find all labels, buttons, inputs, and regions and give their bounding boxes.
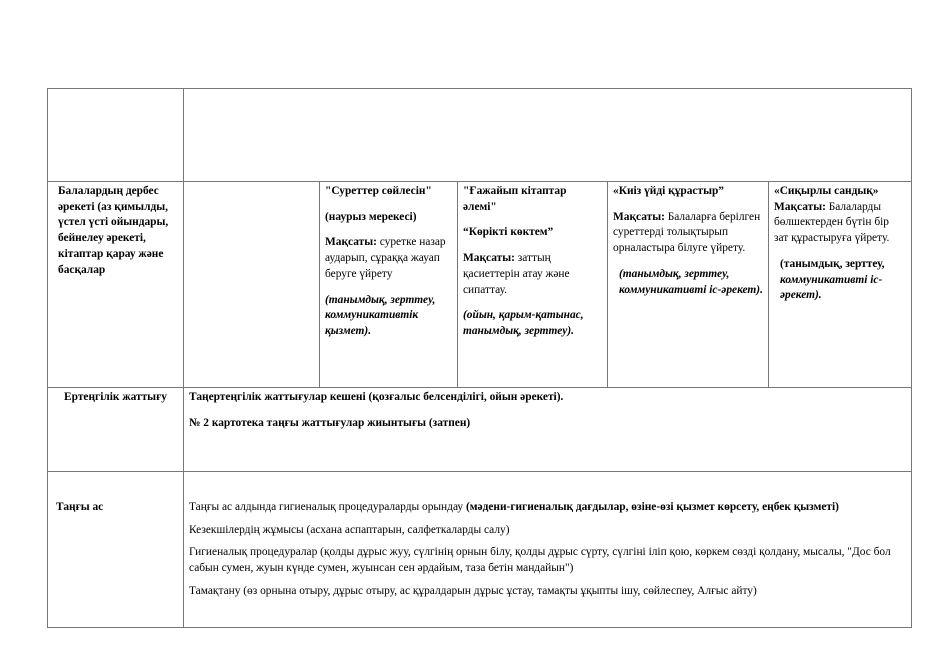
breakfast-cell xyxy=(184,498,911,626)
activity-tags-plain: (танымдық, зерттеу, xyxy=(780,257,885,270)
activity-cell-4 xyxy=(769,182,911,387)
breakfast-text-3: Гигиеналық процедуралар (қолды дұрыс жуу, сүлгінің орнын білу, қолды дұрыс сүрту, сүлгіні іліп қою, көркем сөзді қолдану, мысалы, "Дос бол сабын сумен, жуын күнде сумен, жуынсан сен әрдайым, таза бетін мандайын") xyxy=(189,546,891,575)
table-border-right xyxy=(911,88,912,628)
activity-cell-2 xyxy=(458,182,607,387)
exercise-line-1: Таңертеңгілік жаттығулар кешені (қозғалыс белсенділігі, ойын әрекеті). xyxy=(189,391,564,403)
activity-cell-1 xyxy=(320,182,457,387)
activity-tags: (ойын, қарым-қатынас, танымдық, зерттеу). xyxy=(463,309,584,338)
activity-title: «Сиқырлы сандық» xyxy=(774,185,879,197)
goal-text: Балаларды бөлшектерден бүтін бір зат құрастыруға үйрету. xyxy=(774,200,890,245)
goal-text: Балаларға берілген суреттерді толықтырып орналастыра білуге үйрету. xyxy=(613,210,761,255)
row-label-breakfast xyxy=(48,498,183,538)
goal-text: заттың қасиеттерін атау және сипаттау. xyxy=(463,252,570,296)
activity-cell-3 xyxy=(608,182,768,387)
row-label-text: Ертеңгілік жаттығу xyxy=(64,391,167,403)
exercise-cell xyxy=(184,388,911,471)
row-label-text: Таңғы ас xyxy=(56,501,104,513)
activity-tags: (танымдық, зерттеу, коммуникативті іс-әрекет). xyxy=(619,267,763,296)
activity-subtitle: (наурыз мерекесі) xyxy=(325,210,417,223)
goal-label: Мақсаты: xyxy=(774,200,826,213)
activity-title: "Ғажайып кітаптар әлемі" xyxy=(463,185,567,213)
row-label-independent-activity xyxy=(48,182,183,387)
breakfast-text-1: Таңғы ас алдында гигиеналық процедураларды орындау xyxy=(189,501,466,513)
breakfast-text-1-bold: (мәдени-гигиеналық дағдылар, өзіне-өзі қызмет көрсету, еңбек қызметі) xyxy=(465,501,839,513)
row-label-morning-exercise xyxy=(48,388,183,471)
row-label-text: Балалардың дербес әрекеті (аз қимылды, үстел үсті ойындары, бейнелеу әрекеті, кітаптар қарау және басқалар xyxy=(58,185,169,276)
activity-tags: коммуникативті іс-әрекет). xyxy=(780,273,883,302)
table-border-top xyxy=(47,88,912,89)
activity-title: "Суреттер сөйлесін" xyxy=(325,185,432,197)
row-divider xyxy=(47,471,912,472)
breakfast-text-2: Кезекшілердің жұмысы (асхана аспаптарын, салфеткаларды салу) xyxy=(189,523,510,536)
activity-title: «Киіз үйді құрастыр” xyxy=(613,185,725,197)
schedule-table xyxy=(47,88,912,628)
goal-label: Мақсаты: xyxy=(325,236,377,249)
breakfast-text-4: Тамақтану (өз орнына отыру, дұрыс отыру, ас құралдарын дұрыс ұстау, тамақты ұқыпты ішу, сөйлеспеу, Алғыс айту) xyxy=(189,584,757,597)
table-border-bottom xyxy=(47,627,912,628)
goal-text: суретке назар аударып, сұраққа жауап беруге үйрету xyxy=(325,236,446,280)
activity-tags: (танымдық, зерттеу, коммуникативтік қызмет). xyxy=(325,293,436,338)
goal-label: Мақсаты: xyxy=(613,210,665,223)
activity-subtitle: “Көрікті көктем” xyxy=(463,226,554,239)
goal-label: Мақсаты: xyxy=(463,252,515,265)
exercise-line-2: № 2 картотека таңғы жаттығулар жиынтығы (затпен) xyxy=(189,416,471,429)
